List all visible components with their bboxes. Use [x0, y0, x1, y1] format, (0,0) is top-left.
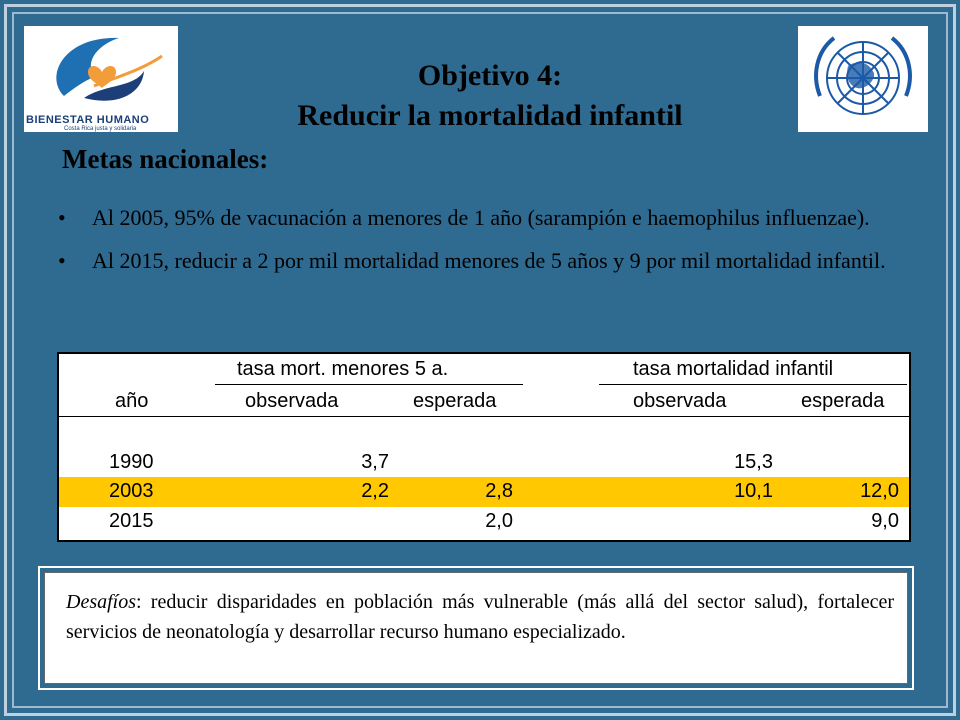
bullet-icon: •: [58, 205, 66, 230]
cell-year: 2003: [109, 480, 154, 502]
column-header-inf-expected: esperada: [801, 390, 885, 412]
group-underline-infant: [599, 384, 907, 385]
challenge-body: : reducir disparidades en población más vulnerable (más allá del sector salud), fortalecer servicios de neonatología y desarrollar recurso humano especializado.: [66, 591, 894, 643]
column-header-u5-expected: esperada: [413, 390, 497, 412]
cell-year: 2015: [109, 510, 154, 532]
highlight-row-bg: [59, 477, 909, 507]
hands-heart-logo-icon: [24, 26, 178, 114]
un-emblem-logo: [798, 26, 928, 132]
group-header-infant: tasa mortalidad infantil: [633, 358, 834, 380]
column-header-inf-observed: observada: [633, 390, 727, 412]
group-underline-under5: [215, 384, 523, 385]
challenge-label: Desafíos: [66, 591, 136, 613]
cell-year: 1990: [109, 451, 154, 473]
list-item-text: Al 2015, reducir a 2 por mil mortalidad menores de 5 años y 9 por mil mortalidad infantil.: [92, 248, 886, 273]
list-item-text: Al 2005, 95% de vacunación a menores de 1 año (sarampión e haemophilus influenzae).: [92, 205, 870, 230]
goals-list: [58, 202, 898, 288]
bienestar-humano-logo: [24, 26, 178, 132]
title-line-2: Reducir la mortalidad infantil: [297, 99, 683, 132]
cell-u5-expected: 2,8: [485, 480, 513, 502]
logo-tagline-text: Costa Rica justa y solidaria: [64, 126, 137, 132]
cell-u5-expected: 2,0: [485, 510, 513, 532]
un-emblem-icon: [798, 26, 928, 132]
cell-inf-observed: 10,1: [734, 480, 773, 502]
section-heading: Metas nacionales:: [62, 144, 269, 174]
list-item: [58, 202, 898, 233]
cell-inf-expected: 12,0: [860, 480, 899, 502]
header-divider: [59, 416, 909, 417]
cell-u5-observed: 3,7: [361, 451, 389, 473]
logo-brand-text: BIENESTAR HUMANO: [26, 114, 150, 126]
list-item: [58, 245, 898, 276]
slide-title: [190, 56, 790, 136]
cell-u5-observed: 2,2: [361, 480, 389, 502]
mortality-table: [57, 352, 911, 542]
column-header-u5-observed: observada: [245, 390, 339, 412]
cell-inf-observed: 15,3: [734, 451, 773, 473]
column-header-year: año: [115, 390, 149, 412]
challenge-text: [66, 587, 894, 647]
bullet-icon: •: [58, 248, 66, 273]
cell-inf-expected: 9,0: [871, 510, 899, 532]
title-line-1: Objetivo 4:: [417, 59, 563, 92]
group-header-under5: tasa mort. menores 5 a.: [237, 358, 449, 380]
